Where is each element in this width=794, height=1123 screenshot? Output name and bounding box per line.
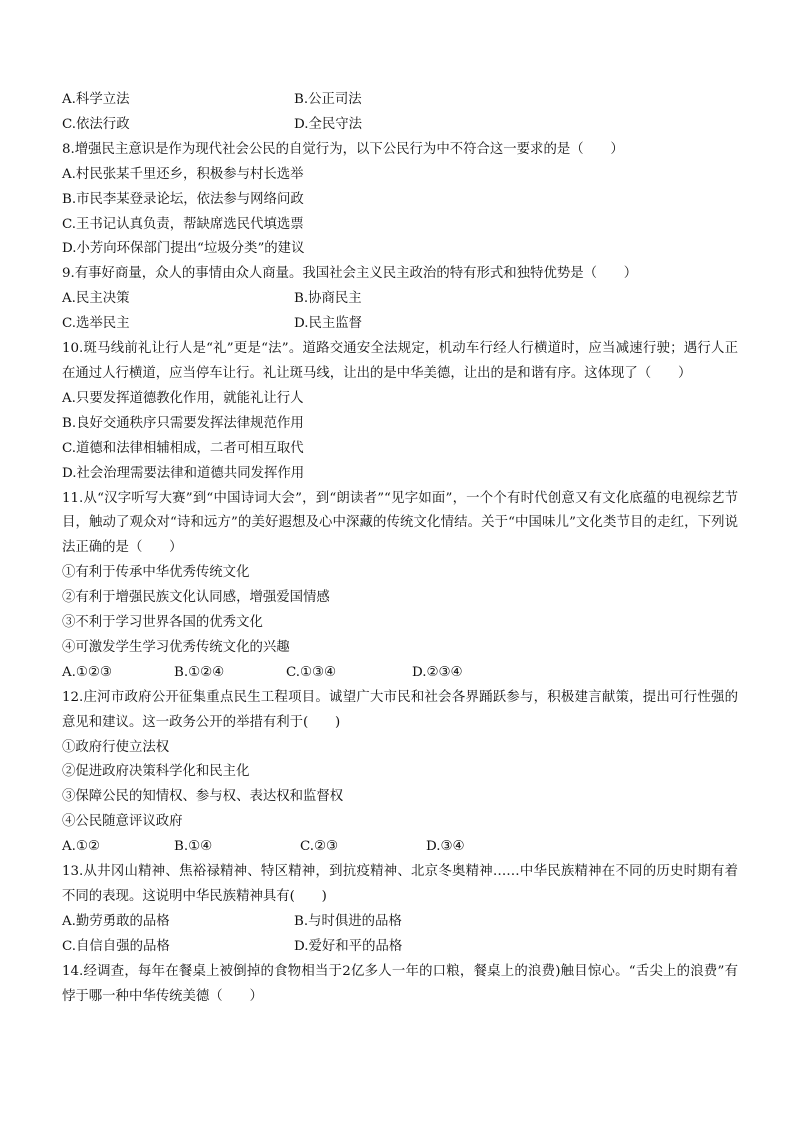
q7-option-b: B.公正司法	[294, 92, 362, 107]
q11-option-c: C.①③④	[286, 664, 337, 680]
q13-option-a: A.勤劳勇敢的品格	[62, 913, 170, 929]
q11-statement-3: ③不利于学习世界各国的优秀文化	[62, 615, 263, 631]
q9-options-row2	[62, 312, 738, 337]
q12-statement-3: ③保障公民的知情权、参与权、表达权和监督权	[62, 789, 344, 805]
q13-options-row1	[62, 910, 738, 935]
q9-stem: 9.有事好商量，众人的事情由众人商量。我国社会主义民主政治的特有形式和独特优势是（ ）	[62, 266, 638, 282]
q9-option-a: A.民主决策	[62, 291, 130, 307]
q10-option-c: C.道德和法律相辅相成，二者可相互取代	[62, 440, 304, 456]
q11-statement-1: ①有利于传承中华优秀传统文化	[62, 565, 250, 581]
q12-statement-1: ①政府行使立法权	[62, 739, 170, 755]
q12-options-row	[62, 835, 738, 860]
q12-option-a: A.①②	[62, 839, 100, 855]
q7-option-a: A.科学立法	[62, 92, 130, 107]
q12-option-b: B.①④	[174, 839, 213, 855]
q9-options-row1	[62, 287, 738, 312]
q13-stem: 13.从井冈山精神、焦裕禄精神、特区精神，到抗疫精神、北京冬奥精神……中华民族精神在不同的历史时期有着不同的表现。这说明中华民族精神具有( )	[62, 864, 738, 904]
q12-stem: 12.庄河市政府公开征集重点民生工程项目。诚望广大市民和社会各界踊跃参与，积极建言献策，提出可行性强的意见和建议。这一政务公开的举措有利于( )	[62, 689, 738, 730]
q8-option-c: C.王书记认真负责，帮缺席选民代填选票	[62, 216, 304, 232]
q7-option-c: C.依法行政	[62, 116, 130, 132]
q7-options-row2	[62, 113, 738, 138]
q8-option-b: B.市民李某登录论坛，依法参与网络问政	[62, 191, 304, 207]
q14-stem: 14.经调查，每年在餐桌上被倒掉的食物相当于2亿多人一年的口粮，餐桌上的浪费)触目惊心。“舌尖上的浪费”有悖于哪一种中华传统美德（ ）	[62, 963, 738, 1004]
q8-stem: 8.增强民主意识是作为现代社会公民的自觉行为，以下公民行为中不符合这一要求的是（ ）	[62, 141, 624, 157]
q8-option-a: A.村民张某千里还乡，积极参与村长选举	[62, 166, 304, 182]
q7-option-d: D.全民守法	[294, 116, 363, 132]
q10-stem: 10.斑马线前礼让行人是“礼”更是“法”。道路交通安全法规定，机动车行经人行横道时，应当减速行驶；遇行人正在通过人行横道，应当停车让行。礼让斑马线，让出的是中华美德，让出的是和谐有序。这体现了（ ）	[62, 341, 738, 381]
q8-option-d: D.小芳向环保部门提出“垃圾分类”的建议	[62, 241, 305, 257]
q10-option-d: D.社会治理需要法律和道德共同发挥作用	[62, 465, 305, 481]
q10-option-a: A.只要发挥道德教化作用，就能礼让行人	[62, 390, 304, 406]
q9-option-b: B.协商民主	[294, 291, 362, 307]
q13-option-d: D.爱好和平的品格	[294, 938, 403, 954]
q13-options-row2	[62, 935, 738, 960]
q12-option-c: C.②③	[300, 839, 339, 855]
q11-stem: 11.从“汉字听写大赛”到“中国诗词大会”，到“朗读者”“见字如面”，一个个有时代创意又有文化底蕴的电视综艺节目，触动了观众对“诗和远方”的美好遐想及心中深藏的传统文化情结。关于“中国味儿”文化类节目的走红，下列说法正确的是（ ）	[62, 490, 738, 556]
q11-option-b: B.①②④	[174, 664, 225, 680]
q13-option-c: C.自信自强的品格	[62, 938, 170, 954]
exam-page	[62, 88, 738, 1010]
q11-statement-2: ②有利于增强民族文化认同感，增强爱国情感	[62, 590, 330, 606]
q9-option-c: C.选举民主	[62, 316, 130, 332]
q11-option-d: D.②③④	[412, 664, 463, 680]
q12-statement-4: ④公民随意评议政府	[62, 814, 183, 830]
q11-options-row	[62, 661, 738, 686]
q12-option-d: D.③④	[426, 839, 465, 855]
q10-option-b: B.良好交通秩序只需要发挥法律规范作用	[62, 415, 304, 431]
q11-statement-4: ④可激发学生学习优秀传统文化的兴趣	[62, 639, 290, 655]
q13-option-b: B.与时俱进的品格	[294, 913, 402, 929]
q9-option-d: D.民主监督	[294, 316, 363, 332]
q12-statement-2: ②促进政府决策科学化和民主化	[62, 764, 250, 780]
q11-option-a: A.①②③	[62, 664, 112, 680]
q7-options-row1	[62, 88, 738, 113]
